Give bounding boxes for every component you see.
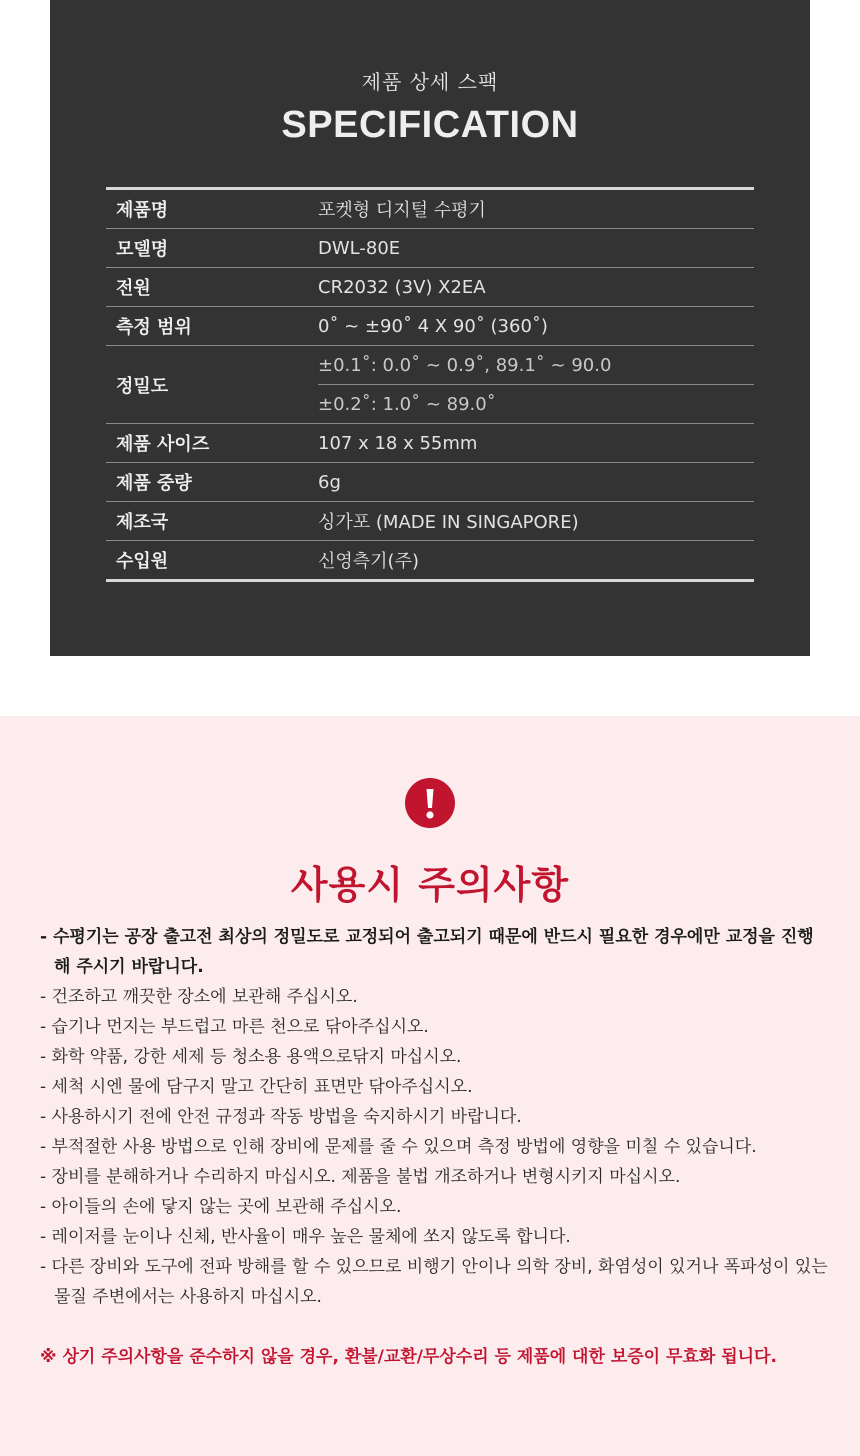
spec-row — [106, 424, 754, 463]
spec-value: 포켓형 디지털 수평기 — [318, 200, 486, 221]
caution-list — [40, 922, 830, 1312]
spec-row — [106, 541, 754, 579]
spec-values — [318, 502, 754, 540]
spec-values — [318, 268, 754, 306]
caution-panel — [0, 716, 860, 1456]
spec-table — [106, 187, 754, 582]
specification-panel — [50, 0, 810, 656]
spec-value: 6g — [318, 471, 341, 493]
spec-row — [106, 502, 754, 541]
caution-item: - 습기나 먼지는 부드럽고 마른 천으로 닦아주십시오. — [40, 1017, 429, 1037]
exclamation-icon — [405, 778, 455, 828]
caution-item: - 사용하시기 전에 안전 규정과 작동 방법을 숙지하시기 바랍니다. — [40, 1107, 522, 1127]
caution-item: - 부적절한 사용 방법으로 인해 장비에 문제를 줄 수 있으며 측정 방법에 영향을 미칠 수 있습니다. — [40, 1137, 757, 1157]
spec-value: 0˚ ~ ±90˚ 4 X 90˚ (360˚) — [318, 315, 548, 337]
spec-values — [318, 424, 754, 462]
caution-title: 사용시 주의사항 — [290, 863, 570, 907]
caution-item: - 화학 약품, 강한 세제 등 청소용 용액으로닦지 마십시오. — [40, 1047, 462, 1067]
spec-value: CR2032 (3V) X2EA — [318, 276, 486, 298]
spec-value: ±0.2˚: 1.0˚ ~ 89.0˚ — [318, 384, 754, 423]
caution-item: - 다른 장비와 도구에 전파 방해를 할 수 있으므로 비행기 안이나 의학 장비, 화염성이 있거나 폭파성이 있는 물질 주변에서는 사용하지 마십시오. — [40, 1257, 828, 1307]
caution-item: - 레이저를 눈이나 신체, 반사율이 매우 높은 물체에 쏘지 않도록 합니다. — [40, 1227, 571, 1247]
spec-row — [106, 346, 754, 424]
spec-row — [106, 190, 754, 229]
spec-key: 모델명 — [116, 239, 169, 260]
spec-value: DWL-80E — [318, 237, 401, 259]
caution-item: - 아이들의 손에 닿지 않는 곳에 보관해 주십시오. — [40, 1197, 402, 1217]
spec-title: SPECIFICATION — [281, 104, 579, 146]
spec-values — [318, 346, 754, 423]
spec-values — [318, 463, 754, 501]
caution-item: - 세척 시엔 물에 담구지 말고 간단히 표면만 닦아주십시오. — [40, 1077, 473, 1097]
spec-key: 전원 — [116, 278, 151, 299]
spec-row — [106, 307, 754, 346]
spec-values — [318, 307, 754, 345]
warranty-notice: ※ 상기 주의사항을 준수하지 않을 경우, 환불/교환/무상수리 등 제품에 대한 보증이 무효화 됩니다. — [40, 1347, 777, 1367]
caution-item: - 건조하고 깨끗한 장소에 보관해 주십시오. — [40, 987, 358, 1007]
spec-value: 싱가포 (MADE IN SINGAPORE) — [318, 512, 579, 533]
spec-key: 정밀도 — [116, 375, 169, 397]
spec-key: 제품 사이즈 — [116, 434, 210, 455]
spec-key: 제품명 — [116, 200, 169, 221]
spec-row — [106, 229, 754, 268]
spec-values — [318, 541, 754, 579]
spec-key: 측정 범위 — [116, 317, 192, 338]
spec-value: 신영측기(주) — [318, 551, 419, 572]
spec-row — [106, 268, 754, 307]
spec-values — [318, 229, 754, 267]
spec-value: 107 x 18 x 55mm — [318, 432, 478, 454]
caution-item: - 장비를 분해하거나 수리하지 마십시오. 제품을 불법 개조하거나 변형시키지 마십시오. — [40, 1167, 681, 1187]
spec-value: ±0.1˚: 0.0˚ ~ 0.9˚, 89.1˚ ~ 90.0 — [318, 354, 612, 376]
spec-values — [318, 190, 754, 228]
caution-item: - 수평기는 공장 출고전 최상의 정밀도로 교정되어 출고되기 때문에 반드시 필요한 경우에만 교정을 진행해 주시기 바랍니다. — [40, 927, 814, 977]
spec-subtitle: 제품 상세 스팩 — [361, 70, 499, 94]
spec-key: 제조국 — [116, 512, 169, 533]
spec-key: 제품 중량 — [116, 473, 192, 494]
spec-row — [106, 463, 754, 502]
spec-key: 수입원 — [116, 551, 169, 572]
